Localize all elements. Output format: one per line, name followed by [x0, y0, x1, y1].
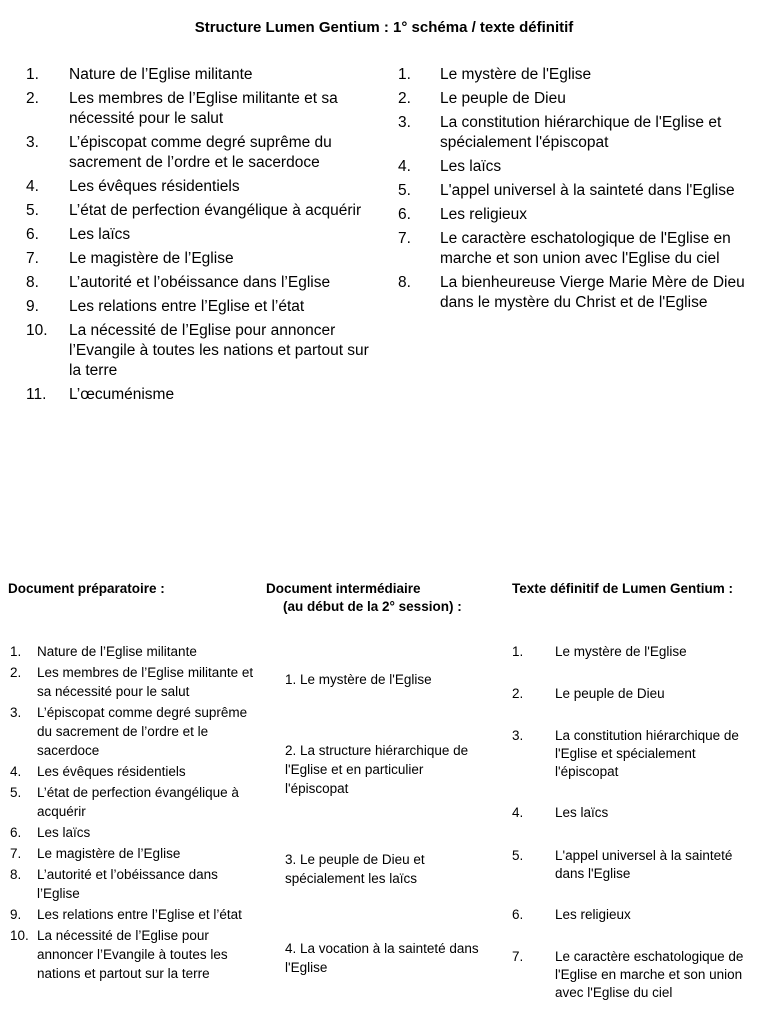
intermediate-item: 3. Le peuple de Dieu et spécialement les laïcs [285, 852, 425, 886]
list-item [26, 273, 371, 293]
list-item [10, 905, 262, 924]
item-text: Les évêques résidentiels [37, 764, 186, 779]
item-text: La bienheureuse Vierge Marie Mère de Dieu dans le mystère du Christ et de l'Eglise [440, 274, 745, 311]
list-item [10, 703, 262, 760]
item-text: Le peuple de Dieu [440, 90, 566, 107]
item-number: 5. [10, 785, 22, 800]
item-number: 2. [512, 686, 524, 701]
item-text: Les relations entre l’Eglise et l’état [37, 907, 242, 922]
item-text: Le magistère de l’Eglise [69, 250, 234, 267]
item-number: 2. [398, 90, 411, 107]
item-number: 5. [398, 182, 411, 199]
item-number: 3. [26, 134, 39, 151]
item-number: 6. [26, 226, 39, 243]
item-text: La nécessité de l’Eglise pour annoncer l’Evangile à toutes les nations et partout sur la terre [37, 928, 228, 981]
item-text: Le mystère de l'Eglise [555, 644, 687, 659]
item-text: La constitution hiérarchique de l'Eglise et spécialement l'épiscopat [555, 728, 739, 779]
first-schema-list [26, 65, 371, 409]
list-item [10, 762, 262, 781]
intermediate-heading-line2: (au début de la 2° session) : [283, 599, 462, 614]
definitive-item [512, 847, 762, 883]
list-item [398, 113, 758, 153]
item-number: 5. [512, 848, 524, 863]
item-text: Les laïcs [555, 805, 609, 820]
item-number: 8. [10, 867, 22, 882]
list-item [26, 177, 371, 197]
item-text: Le peuple de Dieu [555, 686, 665, 701]
list-item [398, 229, 758, 269]
item-number: 3. [10, 705, 22, 720]
item-number: 8. [26, 274, 39, 291]
list-item [398, 181, 758, 201]
item-number: 11. [26, 386, 47, 403]
item-number: 1. [10, 644, 22, 659]
item-number: 1. [26, 66, 39, 83]
item-number: 4. [10, 764, 22, 779]
list-item [10, 823, 262, 842]
definitive-item [512, 948, 762, 1002]
definitive-item [512, 727, 762, 781]
item-number: 6. [512, 907, 524, 922]
item-text: Les évêques résidentiels [69, 178, 240, 195]
item-text: L'appel universel à la sainteté dans l'Eglise [440, 182, 735, 199]
definitive-heading: Texte définitif de Lumen Gentium : [512, 581, 734, 596]
item-text: Le caractère eschatologique de l'Eglise en marche et son union avec l'Eglise du ciel [440, 230, 731, 267]
item-number: 4. [512, 805, 524, 820]
page-title: Structure Lumen Gentium : 1° schéma / texte définitif [194, 19, 574, 36]
list-item [26, 89, 371, 129]
item-text: L’état de perfection évangélique à acquérir [69, 202, 362, 219]
list-item [26, 201, 371, 221]
item-text: Les religieux [555, 907, 631, 922]
definitive-text-list [398, 65, 758, 317]
list-item [26, 249, 371, 269]
item-text: L’œcuménisme [69, 386, 175, 403]
definitive-item [512, 685, 762, 703]
item-text: L’épiscopat comme degré suprême du sacrement de l’ordre et le sacerdoce [69, 134, 332, 171]
list-item [10, 926, 262, 983]
item-number: 7. [398, 230, 411, 247]
list-item [10, 642, 262, 661]
item-text: Nature de l’Eglise militante [37, 644, 197, 659]
item-text: Les membres de l’Eglise militante et sa nécessité pour le salut [37, 665, 254, 699]
list-item [26, 65, 371, 85]
item-text: Le mystère de l'Eglise [440, 66, 592, 83]
item-number: 4. [398, 158, 411, 175]
list-item [398, 157, 758, 177]
preparatory-list [10, 642, 262, 985]
list-item [26, 133, 371, 173]
intermediate-item: 4. La vocation à la sainteté dans l'Eglise [285, 941, 479, 975]
item-number: 8. [398, 274, 411, 291]
list-item [26, 321, 371, 381]
list-item [10, 865, 262, 903]
item-number: 6. [10, 825, 22, 840]
item-number: 7. [26, 250, 39, 267]
list-item [10, 783, 262, 821]
item-text: Les religieux [440, 206, 528, 223]
item-text: Les laïcs [37, 825, 91, 840]
item-number: 7. [10, 846, 22, 861]
item-number: 1. [398, 66, 411, 83]
item-number: 6. [398, 206, 411, 223]
definitive-item [512, 906, 762, 924]
item-number: 9. [26, 298, 39, 315]
intermediate-item: 1. Le mystère de l'Eglise [285, 672, 432, 687]
item-number: 3. [398, 114, 411, 131]
item-number: 4. [26, 178, 39, 195]
item-text: Les laïcs [69, 226, 131, 243]
list-item [10, 844, 262, 863]
list-item [26, 297, 371, 317]
item-text: Les membres de l’Eglise militante et sa nécessité pour le salut [69, 90, 338, 127]
list-item [398, 89, 758, 109]
item-text: Nature de l’Eglise militante [69, 66, 253, 83]
item-number: 2. [10, 665, 22, 680]
list-item [398, 273, 758, 313]
preparatory-heading: Document préparatoire : [8, 581, 165, 596]
list-item [398, 65, 758, 85]
list-item [26, 225, 371, 245]
item-text: L’autorité et l’obéissance dans l’Eglise [37, 867, 218, 901]
intermediate-heading [266, 580, 462, 616]
item-number: 7. [512, 949, 524, 964]
item-text: L’autorité et l’obéissance dans l’Eglise [69, 274, 331, 291]
list-item [398, 205, 758, 225]
item-text: L’épiscopat comme degré suprême du sacrement de l’ordre et le sacerdoce [37, 705, 248, 758]
list-item [10, 663, 262, 701]
item-number: 1. [512, 644, 524, 659]
item-number: 10. [26, 322, 48, 339]
item-text: Les relations entre l’Eglise et l’état [69, 298, 305, 315]
item-text: Les laïcs [440, 158, 502, 175]
item-number: 3. [512, 728, 524, 743]
definitive-item [512, 643, 762, 661]
item-text: La constitution hiérarchique de l'Eglise et spécialement l'épiscopat [440, 114, 722, 151]
item-text: L'appel universel à la sainteté dans l'Eglise [555, 848, 733, 881]
definitive-item [512, 804, 762, 822]
item-number: 5. [26, 202, 39, 219]
item-number: 9. [10, 907, 22, 922]
item-text: La nécessité de l’Eglise pour annoncer l’Evangile à toutes les nations et partout sur la terre [69, 322, 369, 379]
item-number: 10. [10, 928, 29, 943]
item-text: Le magistère de l’Eglise [37, 846, 181, 861]
intermediate-heading-line1: Document intermédiaire [266, 581, 421, 596]
item-text: L’état de perfection évangélique à acquérir [37, 785, 239, 819]
list-item [26, 385, 371, 405]
item-number: 2. [26, 90, 39, 107]
intermediate-item: 2. La structure hiérarchique de l'Eglise et en particulier l'épiscopat [285, 743, 469, 796]
item-text: Le caractère eschatologique de l'Eglise en marche et son union avec l'Eglise du ciel [555, 949, 744, 1000]
